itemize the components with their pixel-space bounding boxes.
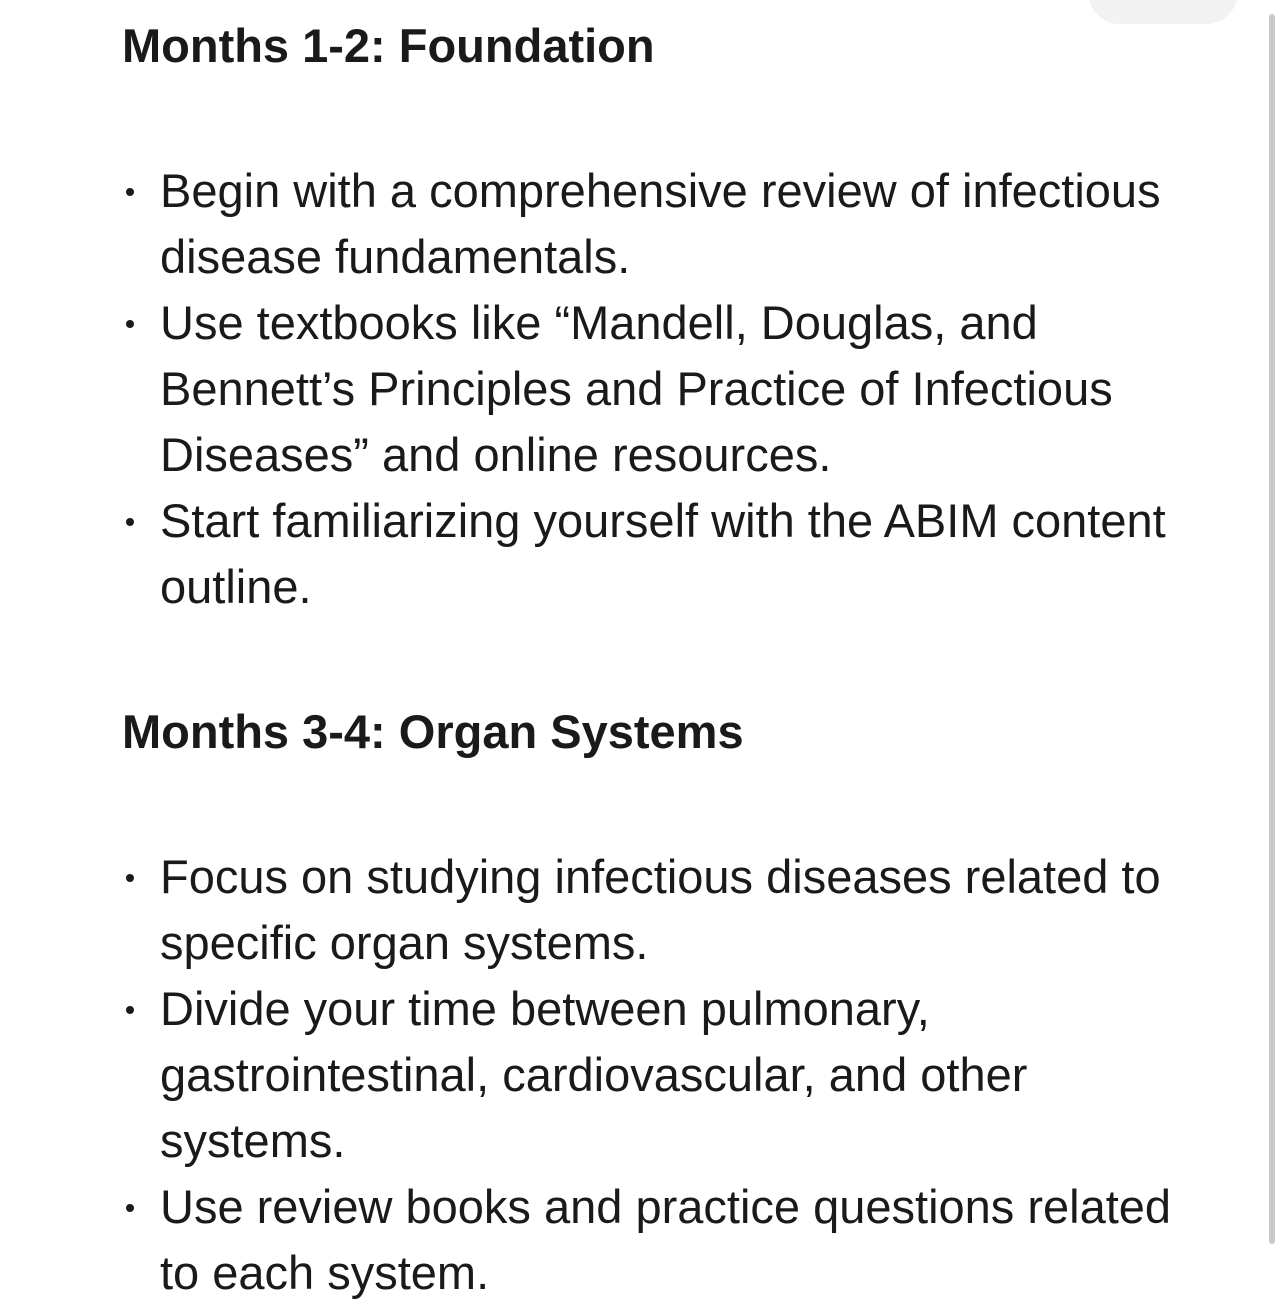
scrollbar[interactable] [1269, 14, 1275, 1244]
list-item-text: Divide your time between pulmonary, gastrointestinal, cardiovascular, and other systems. [160, 982, 1028, 1167]
section-heading-organ-systems: Months 3-4: Organ Systems [122, 705, 744, 758]
list-item-text: Focus on studying infectious diseases related to specific organ systems. [160, 850, 1161, 969]
list-item-text: Begin with a comprehensive review of infectious disease fundamentals. [160, 164, 1161, 283]
list-item [122, 290, 1222, 488]
bullet-dot-icon [126, 518, 134, 526]
bullet-dot-icon [126, 188, 134, 196]
section-heading-foundation: Months 1-2: Foundation [122, 19, 655, 72]
list-item-text: Start familiarizing yourself with the ABIM content outline. [160, 494, 1166, 613]
list-item-text: Use textbooks like “Mandell, Douglas, and Bennett’s Principles and Practice of Infectious Diseases” and online resources. [160, 296, 1113, 481]
bullet-dot-icon [126, 1204, 134, 1212]
list-item [122, 976, 1222, 1174]
list-item [122, 158, 1222, 290]
message-content [122, 14, 1222, 1306]
list-item [122, 1174, 1222, 1306]
foundation-bullet-list [122, 158, 1222, 620]
organ-systems-bullet-list [122, 844, 1222, 1306]
list-item [122, 844, 1222, 976]
bullet-dot-icon [126, 1006, 134, 1014]
bullet-dot-icon [126, 320, 134, 328]
list-item-text: Use review books and practice questions related to each system. [160, 1180, 1172, 1299]
bullet-dot-icon [126, 874, 134, 882]
list-item [122, 488, 1222, 620]
